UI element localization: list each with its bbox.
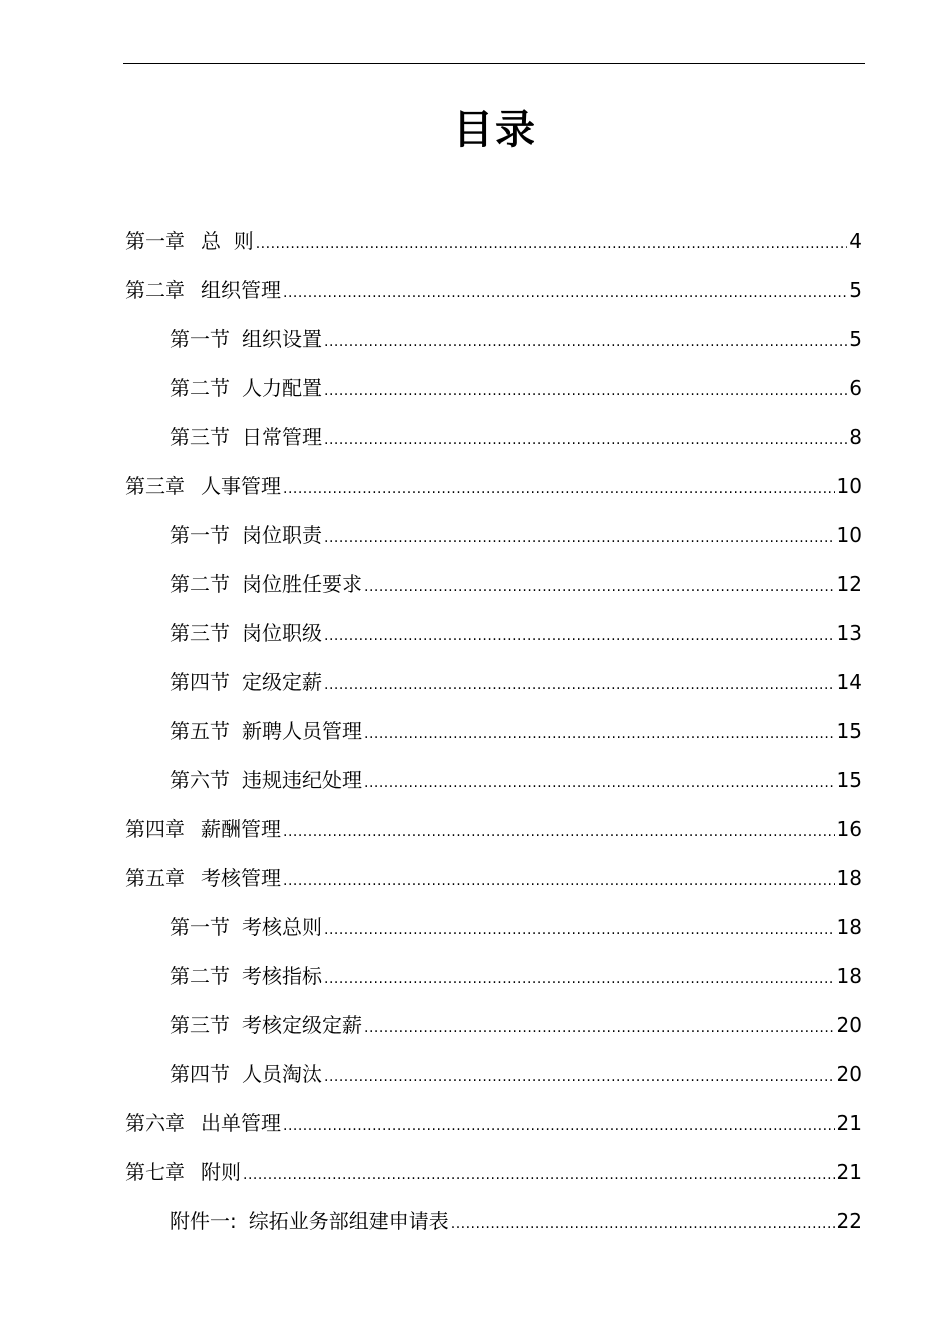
toc-section-entry[interactable]: [125, 712, 862, 761]
table-of-contents: [125, 222, 862, 1251]
toc-page-number: 18: [836, 866, 862, 890]
toc-entry-label: [170, 1006, 362, 1044]
dot-leader: [324, 323, 847, 361]
dot-leader: [283, 813, 835, 851]
toc-page-number: 8: [849, 425, 862, 449]
toc-entry-text: 考核总则: [242, 915, 322, 939]
toc-entry-text: 附则: [201, 1160, 241, 1184]
dot-leader: [364, 1009, 835, 1047]
toc-section-entry[interactable]: [125, 957, 862, 1006]
toc-chapter-entry[interactable]: [125, 222, 862, 271]
dot-leader: [256, 225, 848, 263]
dot-leader: [324, 617, 835, 655]
toc-page-number: 16: [836, 817, 862, 841]
dot-leader: [283, 470, 835, 508]
toc-entry-label: [170, 957, 322, 995]
toc-section-entry[interactable]: [125, 1055, 862, 1104]
dot-leader: [283, 1107, 835, 1145]
toc-chapter-entry[interactable]: [125, 810, 862, 859]
toc-page-number: 12: [836, 572, 862, 596]
dot-leader: [364, 715, 835, 753]
toc-entry-label: [125, 859, 281, 897]
toc-chapter-entry[interactable]: [125, 859, 862, 908]
toc-entry-number: 第二节: [170, 964, 230, 988]
toc-entry-label: [170, 761, 362, 799]
toc-entry-label: [170, 1202, 449, 1240]
dot-leader: [364, 568, 835, 606]
toc-entry-label: [170, 663, 322, 701]
toc-page-number: 15: [836, 768, 862, 792]
toc-entry-number: 第二节: [170, 376, 230, 400]
toc-section-entry[interactable]: [125, 1006, 862, 1055]
dot-leader: [324, 519, 835, 557]
toc-entry-number: 第四节: [170, 1062, 230, 1086]
toc-chapter-entry[interactable]: [125, 467, 862, 516]
toc-entry-number: 第一节: [170, 523, 230, 547]
toc-entry-label: [125, 467, 281, 505]
dot-leader: [451, 1205, 835, 1243]
toc-entry-number: 第二章: [125, 278, 185, 302]
toc-page-number: 5: [849, 327, 862, 351]
toc-entry-label: [170, 908, 322, 946]
toc-section-entry[interactable]: [125, 320, 862, 369]
toc-entry-number: 第一章: [125, 229, 185, 253]
toc-entry-text: 组织设置: [242, 327, 322, 351]
toc-page-number: 21: [836, 1160, 862, 1184]
toc-entry-text: 薪酬管理: [201, 817, 281, 841]
toc-page-number: 20: [836, 1062, 862, 1086]
toc-entry-number: 第五章: [125, 866, 185, 890]
toc-page-number: 14: [836, 670, 862, 694]
toc-entry-number: 附件一:: [170, 1209, 237, 1233]
dot-leader: [283, 862, 835, 900]
toc-chapter-entry[interactable]: [125, 1104, 862, 1153]
toc-section-entry[interactable]: [125, 908, 862, 957]
dot-leader: [243, 1156, 835, 1194]
toc-entry-number: 第四节: [170, 670, 230, 694]
toc-chapter-entry[interactable]: [125, 1153, 862, 1202]
toc-section-entry[interactable]: [125, 614, 862, 663]
dot-leader: [324, 960, 835, 998]
toc-page-number: 21: [836, 1111, 862, 1135]
toc-section-entry[interactable]: [125, 663, 862, 712]
toc-entry-number: 第三节: [170, 621, 230, 645]
dot-leader: [283, 274, 847, 312]
toc-entry-number: 第七章: [125, 1160, 185, 1184]
toc-entry-text: 人力配置: [242, 376, 322, 400]
toc-entry-number: 第六章: [125, 1111, 185, 1135]
toc-page-number: 6: [849, 376, 862, 400]
toc-entry-number: 第三节: [170, 1013, 230, 1037]
dot-leader: [324, 372, 847, 410]
toc-entry-label: [170, 712, 362, 750]
toc-entry-text: 岗位胜任要求: [242, 572, 362, 596]
toc-entry-text: 综拓业务部组建申请表: [248, 1209, 449, 1233]
toc-section-entry[interactable]: [125, 516, 862, 565]
toc-section-entry[interactable]: [125, 761, 862, 810]
toc-entry-text: 新聘人员管理: [242, 719, 362, 743]
toc-entry-text: 定级定薪: [242, 670, 322, 694]
toc-entry-number: 第三节: [170, 425, 230, 449]
header-rule: [123, 63, 865, 64]
toc-entry-label: [125, 222, 254, 260]
toc-page-number: 20: [836, 1013, 862, 1037]
toc-entry-number: 第三章: [125, 474, 185, 498]
toc-chapter-entry[interactable]: [125, 271, 862, 320]
toc-entry-text: 违规违纪处理: [242, 768, 362, 792]
toc-entry-number: 第一节: [170, 327, 230, 351]
toc-page-number: 10: [836, 523, 862, 547]
toc-page-number: 15: [836, 719, 862, 743]
toc-entry-label: [170, 418, 322, 456]
page-title: 目录: [453, 107, 537, 153]
toc-entry-number: 第一节: [170, 915, 230, 939]
toc-entry-text: 日常管理: [242, 425, 322, 449]
toc-section-entry[interactable]: [125, 1202, 862, 1251]
dot-leader: [324, 666, 835, 704]
toc-page-number: 5: [849, 278, 862, 302]
toc-entry-label: [170, 1055, 322, 1093]
dot-leader: [364, 764, 835, 802]
toc-page-number: 18: [836, 915, 862, 939]
toc-section-entry[interactable]: [125, 418, 862, 467]
toc-entry-label: [125, 810, 281, 848]
toc-entry-text: 考核指标: [242, 964, 322, 988]
toc-entry-label: [125, 271, 281, 309]
toc-entry-text: 出单管理: [201, 1111, 281, 1135]
toc-entry-text: 考核定级定薪: [242, 1013, 362, 1037]
toc-entry-label: [170, 565, 362, 603]
toc-section-entry[interactable]: [125, 565, 862, 614]
toc-entry-label: [170, 614, 322, 652]
dot-leader: [324, 911, 835, 949]
toc-entry-number: 第二节: [170, 572, 230, 596]
toc-page-number: 10: [836, 474, 862, 498]
toc-entry-text: 岗位职级: [242, 621, 322, 645]
toc-page-number: 4: [849, 229, 862, 253]
toc-entry-number: 第六节: [170, 768, 230, 792]
toc-entry-label: [125, 1153, 241, 1191]
toc-entry-label: [170, 320, 322, 358]
toc-entry-text: 人员淘汰: [242, 1062, 322, 1086]
toc-entry-text: 人事管理: [201, 474, 281, 498]
dot-leader: [324, 1058, 835, 1096]
dot-leader: [324, 421, 847, 459]
toc-entry-label: [125, 1104, 281, 1142]
toc-entry-text: 总 则: [201, 229, 254, 253]
toc-entry-label: [170, 369, 322, 407]
toc-page-number: 13: [836, 621, 862, 645]
toc-page-number: 18: [836, 964, 862, 988]
toc-entry-text: 组织管理: [201, 278, 281, 302]
toc-entry-text: 岗位职责: [242, 523, 322, 547]
toc-section-entry[interactable]: [125, 369, 862, 418]
toc-entry-text: 考核管理: [201, 866, 281, 890]
toc-page-number: 22: [836, 1209, 862, 1233]
toc-entry-number: 第四章: [125, 817, 185, 841]
toc-entry-label: [170, 516, 322, 554]
toc-entry-number: 第五节: [170, 719, 230, 743]
